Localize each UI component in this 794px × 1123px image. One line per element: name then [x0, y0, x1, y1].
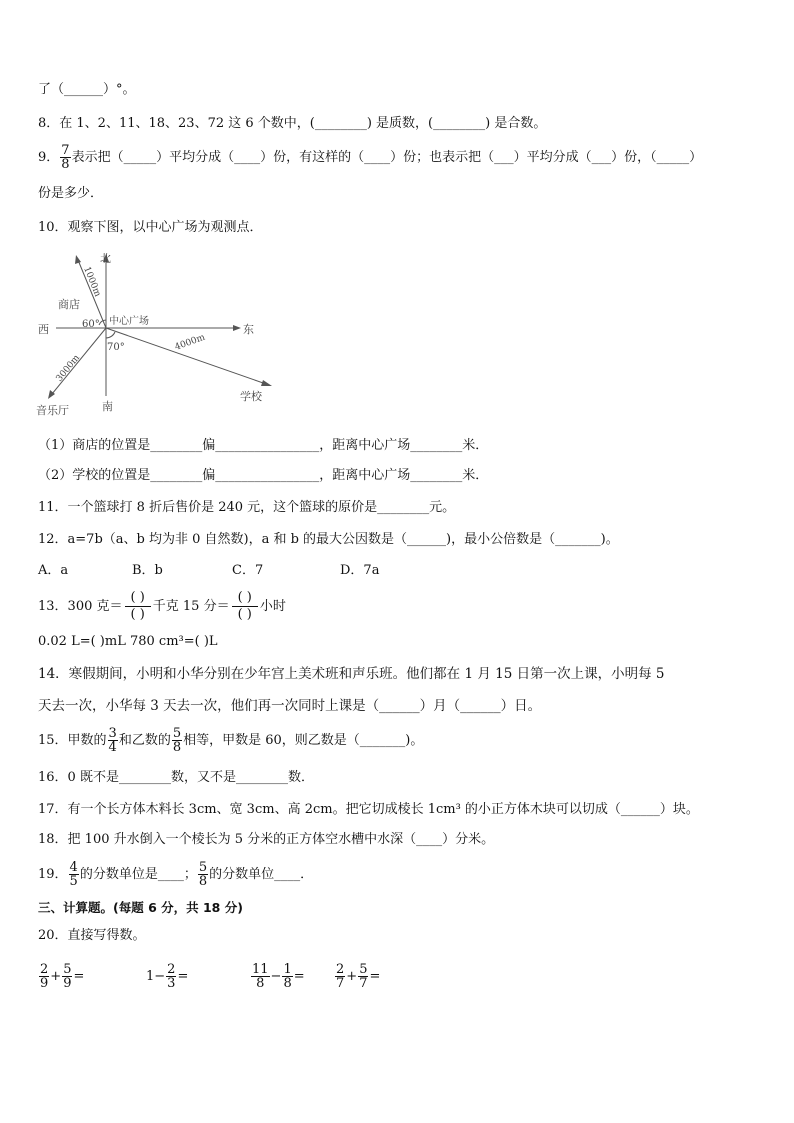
question-12: 12．a=7b（a、b 均为非 0 自然数)，a 和 b 的最大公因数是（______)，最小公倍数是（_______)。	[38, 532, 619, 547]
calc2-pre: 1−	[146, 969, 166, 984]
q13-frac2-num: ( )	[232, 590, 258, 607]
calc3-frac-b	[282, 963, 292, 990]
calc3-a-num: 11	[252, 962, 269, 977]
calc1-a-den: 9	[40, 976, 49, 991]
east-arrow-icon	[233, 325, 241, 331]
question-10-stem: 10．观察下图，以中心广场为观测点．	[38, 220, 263, 235]
q19-mid: 的分数单位是____；	[79, 867, 197, 882]
q7-tail: 了（______）°。	[38, 82, 136, 97]
calc-item-4	[334, 960, 380, 994]
q9-frac-num: 7	[61, 143, 70, 158]
calc-item-1	[38, 960, 84, 994]
direction-map	[36, 246, 286, 416]
q19-fraction-2	[198, 861, 208, 888]
q13-frac1-num: ( )	[125, 590, 151, 607]
map-shop-label: 商店	[58, 298, 80, 311]
calc1-b-den: 9	[63, 976, 72, 991]
q9-frac-den: 8	[61, 157, 70, 172]
calc2-eq: =	[177, 969, 189, 984]
calc1-frac-a	[39, 963, 49, 990]
calc4-eq: =	[369, 969, 381, 984]
question-9-line2: 份是多少．	[38, 186, 104, 201]
option-a: A．a	[38, 563, 69, 578]
map-school-distance: 4000m	[173, 332, 207, 353]
q15-f2-num: 5	[172, 726, 182, 741]
q13-frac1-den: ( )	[130, 607, 145, 622]
question-20-stem: 20．直接写得数。	[38, 928, 146, 943]
school-angle-arc	[106, 332, 115, 338]
section-3-heading: 三、计算题。(每题 6 分，共 18 分)	[38, 900, 243, 915]
q19-f1-den: 5	[69, 874, 78, 889]
shop-arrow-icon	[75, 255, 81, 264]
map-center-label: 中心广场	[109, 316, 149, 327]
calc-item-3	[250, 960, 305, 994]
calc2-b-num: 2	[167, 962, 176, 977]
calc1-a-num: 2	[40, 962, 49, 977]
q15-f2-den: 8	[172, 740, 182, 755]
map-east-label: 东	[243, 323, 254, 336]
q15-fraction-2	[172, 727, 182, 754]
q19-fraction-1	[69, 861, 79, 888]
calc-item-2	[146, 960, 188, 994]
q19-f2-den: 8	[198, 874, 208, 889]
map-west-label: 西	[38, 323, 49, 336]
calc2-frac-b	[166, 963, 176, 990]
question-10-sub1: （1）商店的位置是________偏________________，距离中心广场________米．	[38, 438, 489, 453]
question-18: 18．把 100 升水倒入一个棱长为 5 分米的正方体空水槽中水深（____）分米。	[38, 832, 495, 847]
calc4-a-num: 2	[336, 962, 345, 977]
option-d: D．7a	[340, 563, 380, 578]
calc1-eq: =	[73, 969, 85, 984]
calc3-a-den: 8	[256, 976, 265, 991]
q15-suffix: 相等，甲数是 60，则乙数是（_______)。	[183, 733, 424, 748]
calc2-b-den: 3	[167, 976, 176, 991]
q9-text: 表示把（_____）平均分成（____）份，有这样的（____）份；也表示把（___）平均分成（___）份，（_____）	[71, 150, 703, 165]
q9-fraction	[60, 144, 70, 171]
calc3-b-num: 1	[283, 962, 292, 977]
map-school-angle: 70°	[107, 342, 125, 353]
q15-f1-den: 4	[108, 740, 117, 755]
calc4-op: +	[346, 969, 358, 984]
q19-suffix: 的分数单位____．	[209, 867, 314, 882]
option-b: B．b	[132, 563, 163, 578]
question-15	[38, 724, 423, 758]
calc1-b-num: 5	[63, 962, 72, 977]
question-16: 16．0 既不是________数，又不是________数．	[38, 770, 314, 785]
question-19	[38, 858, 313, 892]
q15-fraction-1	[108, 727, 118, 754]
calc4-b-den: 7	[359, 976, 368, 991]
calc3-op: −	[270, 969, 282, 984]
q9-prefix: 9．	[38, 150, 60, 165]
map-hall-label: 音乐厅	[36, 404, 69, 416]
question-9	[38, 144, 702, 171]
q13-fraction-2	[232, 590, 258, 623]
calc4-b-num: 5	[359, 962, 368, 977]
calc1-frac-b	[62, 963, 72, 990]
calc3-frac-a	[251, 963, 270, 990]
map-north-label: 北	[100, 252, 111, 265]
calc3-b-den: 8	[283, 976, 292, 991]
map-shop-angle: 60°	[82, 319, 100, 330]
school-ray	[106, 328, 266, 384]
q13-frac2-den: ( )	[237, 607, 252, 622]
question-11: 11．一个篮球打 8 折后售价是 240 元，这个篮球的原价是________元。	[38, 500, 456, 515]
map-hall-distance: 3000m	[54, 353, 83, 384]
q13-prefix: 13．300 克＝	[38, 599, 123, 614]
question-10-sub2: （2）学校的位置是________偏________________，距离中心广场________米．	[38, 468, 489, 483]
q13-fraction-1	[125, 590, 151, 623]
question-12-options	[38, 561, 379, 581]
map-shop-distance: 1000m	[81, 265, 103, 299]
map-school-label: 学校	[240, 390, 262, 403]
calc4-frac-b	[358, 963, 368, 990]
q15-f1-num: 3	[108, 726, 117, 741]
calc3-eq: =	[293, 969, 305, 984]
option-c: C．7	[232, 563, 264, 578]
question-14-line2: 天去一次，小华每 3 天去一次，他们再一次同时上课是（______）月（______）日。	[38, 698, 542, 714]
question-14-line1: 14．寒假期间，小明和小华分别在少年宫上美术班和声乐班。他们都在 1 月 15 日第一次上课，小明每 5	[38, 666, 665, 682]
map-south-label: 南	[102, 400, 113, 413]
question-17: 17．有一个长方体木料长 3cm、宽 3cm、高 2cm。把它切成棱长 1cm³ 的小正方体木块可以切成（______）块。	[38, 802, 699, 817]
question-13	[38, 590, 286, 624]
q19-f1-num: 4	[69, 860, 78, 875]
q15-prefix: 15．甲数的	[38, 733, 107, 748]
calc1-op: +	[50, 969, 62, 984]
q19-prefix: 19．	[38, 867, 68, 882]
q19-f2-num: 5	[198, 860, 208, 875]
calc4-frac-a	[335, 963, 345, 990]
q13-unit2: 小时	[259, 599, 286, 614]
calc4-a-den: 7	[336, 976, 345, 991]
q13-unit1: 千克 15 分＝	[152, 599, 230, 614]
question-8: 8．在 1、2、11、18、23、72 这 6 个数中，(________) 是质数，(________) 是合数。	[38, 116, 547, 131]
q15-mid: 和乙数的	[118, 733, 171, 748]
school-arrow-icon	[261, 380, 272, 386]
question-13-line2: 0.02 L=( )mL 780 cm³=( )L	[38, 634, 218, 649]
